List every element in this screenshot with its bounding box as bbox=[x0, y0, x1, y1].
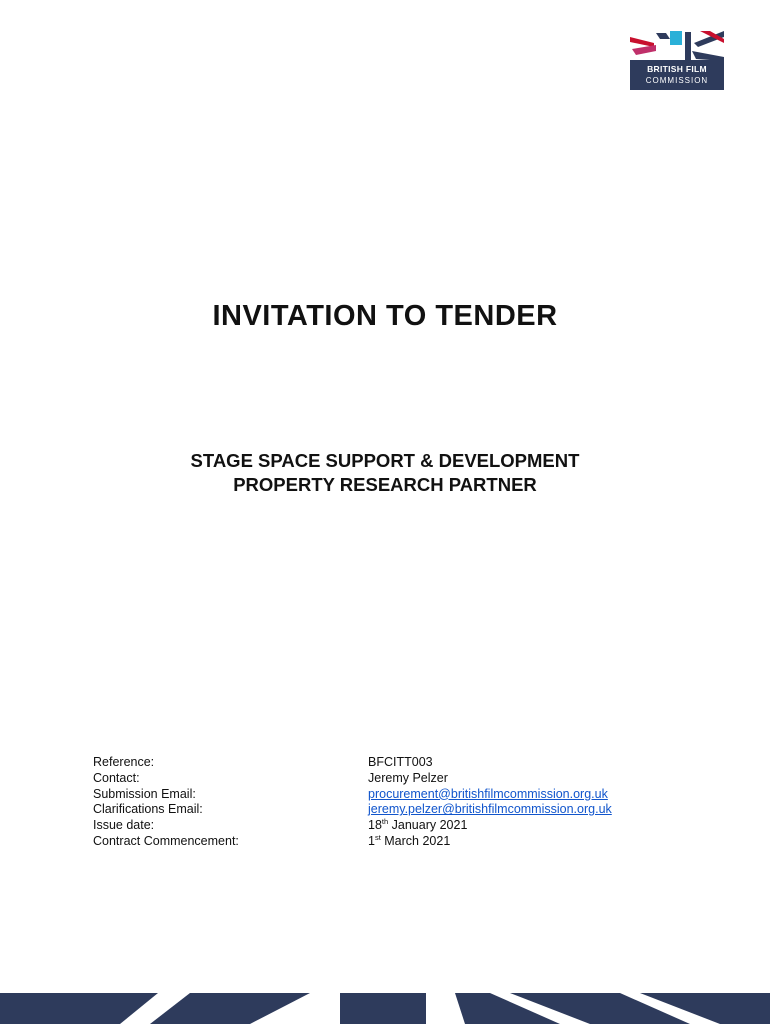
issue-date-label: Issue date: bbox=[93, 818, 155, 833]
commencement-rest: March 2021 bbox=[380, 833, 451, 848]
issue-date-suffix: th bbox=[381, 817, 389, 827]
clarifications-email-row bbox=[93, 802, 612, 818]
clarifications-email-cell bbox=[368, 802, 612, 818]
document-title: INVITATION TO TENDER bbox=[212, 300, 558, 332]
union-flag-graphic bbox=[630, 29, 724, 61]
contact-row bbox=[93, 771, 612, 787]
reference-value: BFCITT003 bbox=[368, 755, 433, 769]
reference-label: Reference: bbox=[93, 755, 155, 769]
submission-email-row bbox=[93, 787, 612, 803]
tender-details bbox=[93, 755, 612, 850]
document-subtitle bbox=[0, 449, 770, 497]
reference-row bbox=[93, 755, 612, 771]
commencement-value bbox=[368, 834, 450, 850]
clarifications-email-label: Clarifications Email: bbox=[93, 802, 203, 817]
submission-email-link[interactable]: procurement@britishfilmcommission.org.uk bbox=[368, 786, 608, 801]
commencement-day: 1 bbox=[368, 833, 375, 848]
commencement-row bbox=[93, 834, 612, 850]
commencement-label: Contract Commencement: bbox=[93, 833, 239, 848]
issue-date-rest: January 2021 bbox=[388, 818, 468, 833]
issue-date-row bbox=[93, 818, 612, 834]
footer-flag-band bbox=[0, 989, 770, 1024]
issue-date-value bbox=[368, 818, 467, 834]
submission-email-label: Submission Email: bbox=[93, 786, 196, 801]
clarifications-email-link[interactable]: jeremy.pelzer@britishfilmcommission.org.uk bbox=[368, 802, 612, 817]
british-film-commission-logo bbox=[630, 29, 724, 90]
contact-value: Jeremy Pelzer bbox=[368, 770, 448, 785]
subtitle-line-2: PROPERTY RESEARCH PARTNER bbox=[233, 474, 537, 495]
submission-email-cell bbox=[368, 787, 608, 803]
logo-line-1: BRITISH FILM bbox=[647, 64, 707, 74]
issue-date-day: 18 bbox=[368, 818, 382, 833]
logo-wordmark bbox=[630, 60, 724, 90]
contact-label: Contact: bbox=[93, 770, 140, 785]
commencement-suffix: st bbox=[374, 832, 381, 842]
logo-line-2: COMMISSION bbox=[645, 76, 709, 85]
subtitle-line-1: STAGE SPACE SUPPORT & DEVELOPMENT bbox=[190, 450, 580, 471]
